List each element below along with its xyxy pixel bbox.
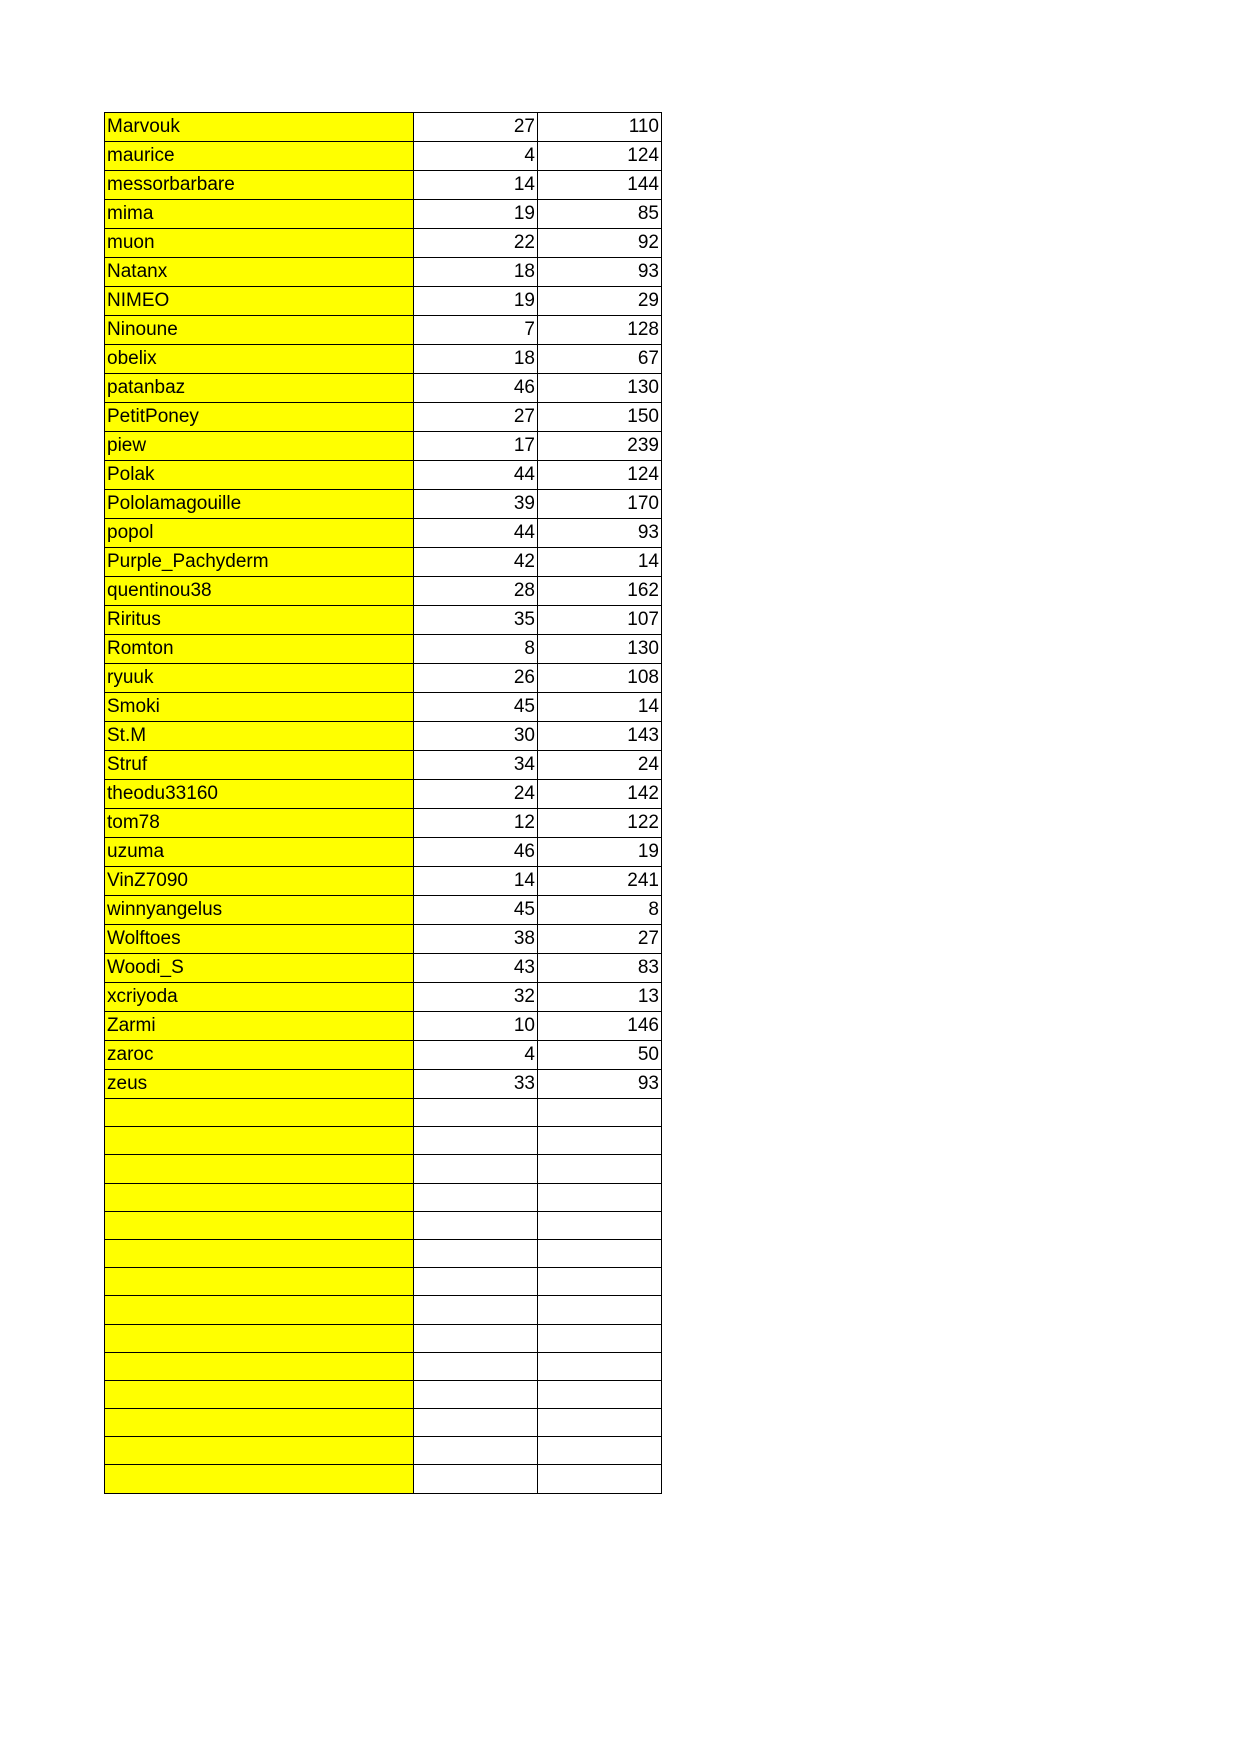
- name-cell[interactable]: uzuma: [105, 838, 414, 867]
- value-a-cell[interactable]: [414, 1211, 538, 1239]
- name-cell[interactable]: tom78: [105, 809, 414, 838]
- value-a-cell[interactable]: 27: [414, 403, 538, 432]
- value-a-cell[interactable]: 30: [414, 722, 538, 751]
- value-a-cell[interactable]: 24: [414, 780, 538, 809]
- value-a-cell[interactable]: 4: [414, 142, 538, 171]
- value-b-cell[interactable]: [538, 1211, 662, 1239]
- value-b-cell[interactable]: [538, 1183, 662, 1211]
- value-b-cell[interactable]: 108: [538, 664, 662, 693]
- value-a-cell[interactable]: 26: [414, 664, 538, 693]
- value-a-cell[interactable]: 42: [414, 548, 538, 577]
- name-cell[interactable]: zeus: [105, 1070, 414, 1099]
- table-row: [105, 142, 662, 171]
- name-cell[interactable]: Wolftoes: [105, 925, 414, 954]
- table-row: [105, 606, 662, 635]
- value-b-cell[interactable]: [538, 1437, 662, 1465]
- name-cell[interactable]: Romton: [105, 635, 414, 664]
- table-row: [105, 113, 662, 142]
- table-row: [105, 1041, 662, 1070]
- name-cell[interactable]: popol: [105, 519, 414, 548]
- value-a-cell[interactable]: [414, 1324, 538, 1352]
- value-a-cell[interactable]: 44: [414, 519, 538, 548]
- name-cell[interactable]: [105, 1211, 414, 1239]
- table-row: [105, 1183, 662, 1211]
- name-cell[interactable]: Marvouk: [105, 113, 414, 142]
- name-cell[interactable]: Smoki: [105, 693, 414, 722]
- value-a-cell[interactable]: [414, 1409, 538, 1437]
- value-a-cell[interactable]: 35: [414, 606, 538, 635]
- value-a-cell[interactable]: [414, 1465, 538, 1493]
- name-cell[interactable]: [105, 1352, 414, 1380]
- value-a-cell[interactable]: 32: [414, 983, 538, 1012]
- value-a-cell[interactable]: 17: [414, 432, 538, 461]
- value-a-cell[interactable]: 19: [414, 287, 538, 316]
- name-cell[interactable]: [105, 1099, 414, 1127]
- value-b-cell[interactable]: 146: [538, 1012, 662, 1041]
- table-row: [105, 258, 662, 287]
- table-row: [105, 867, 662, 896]
- table-row: [105, 896, 662, 925]
- value-b-cell[interactable]: 122: [538, 809, 662, 838]
- table-row: [105, 1465, 662, 1493]
- value-b-cell[interactable]: 8: [538, 896, 662, 925]
- name-cell[interactable]: ryuuk: [105, 664, 414, 693]
- table-row: [105, 838, 662, 867]
- table-row: [105, 722, 662, 751]
- table-row: [105, 345, 662, 374]
- value-a-cell[interactable]: [414, 1437, 538, 1465]
- table-row: [105, 1324, 662, 1352]
- name-cell[interactable]: Pololamagouille: [105, 490, 414, 519]
- table-row: [105, 780, 662, 809]
- value-b-cell[interactable]: 93: [538, 258, 662, 287]
- value-b-cell[interactable]: 50: [538, 1041, 662, 1070]
- value-a-cell[interactable]: [414, 1296, 538, 1324]
- name-cell[interactable]: mima: [105, 200, 414, 229]
- value-b-cell[interactable]: 107: [538, 606, 662, 635]
- value-a-cell[interactable]: 18: [414, 345, 538, 374]
- value-b-cell[interactable]: 124: [538, 142, 662, 171]
- name-cell[interactable]: piew: [105, 432, 414, 461]
- value-b-cell[interactable]: 92: [538, 229, 662, 258]
- value-b-cell[interactable]: 93: [538, 519, 662, 548]
- table-row: [105, 374, 662, 403]
- value-b-cell[interactable]: [538, 1409, 662, 1437]
- value-a-cell[interactable]: 12: [414, 809, 538, 838]
- value-a-cell[interactable]: [414, 1183, 538, 1211]
- value-b-cell[interactable]: 128: [538, 316, 662, 345]
- value-a-cell[interactable]: 44: [414, 461, 538, 490]
- name-cell[interactable]: PetitPoney: [105, 403, 414, 432]
- table-row: [105, 925, 662, 954]
- value-b-cell[interactable]: [538, 1380, 662, 1408]
- table-row: [105, 1211, 662, 1239]
- value-a-cell[interactable]: 10: [414, 1012, 538, 1041]
- table-row: [105, 751, 662, 780]
- value-b-cell[interactable]: 162: [538, 577, 662, 606]
- value-a-cell[interactable]: 45: [414, 896, 538, 925]
- value-b-cell[interactable]: 130: [538, 635, 662, 664]
- name-cell[interactable]: Woodi_S: [105, 954, 414, 983]
- table-row: [105, 1155, 662, 1183]
- name-cell[interactable]: theodu33160: [105, 780, 414, 809]
- value-a-cell[interactable]: 38: [414, 925, 538, 954]
- value-b-cell[interactable]: [538, 1465, 662, 1493]
- name-cell[interactable]: [105, 1409, 414, 1437]
- table-row: [105, 1012, 662, 1041]
- name-cell[interactable]: [105, 1155, 414, 1183]
- table-row: [105, 1127, 662, 1155]
- spreadsheet-table: [104, 112, 662, 1494]
- name-cell[interactable]: Purple_Pachyderm: [105, 548, 414, 577]
- value-b-cell[interactable]: 14: [538, 548, 662, 577]
- table-row: [105, 171, 662, 200]
- value-b-cell[interactable]: 29: [538, 287, 662, 316]
- table-row: [105, 664, 662, 693]
- value-b-cell[interactable]: 124: [538, 461, 662, 490]
- value-a-cell[interactable]: [414, 1268, 538, 1296]
- table-row: [105, 287, 662, 316]
- value-b-cell[interactable]: 67: [538, 345, 662, 374]
- table-row: [105, 519, 662, 548]
- name-cell[interactable]: [105, 1437, 414, 1465]
- table-row: [105, 316, 662, 345]
- name-cell[interactable]: messorbarbare: [105, 171, 414, 200]
- name-cell[interactable]: winnyangelus: [105, 896, 414, 925]
- table-row: [105, 983, 662, 1012]
- value-b-cell[interactable]: [538, 1155, 662, 1183]
- value-a-cell[interactable]: 34: [414, 751, 538, 780]
- name-cell[interactable]: [105, 1239, 414, 1267]
- value-b-cell[interactable]: [538, 1268, 662, 1296]
- table-row: [105, 432, 662, 461]
- value-a-cell[interactable]: [414, 1155, 538, 1183]
- table-row: [105, 1380, 662, 1408]
- value-a-cell[interactable]: 27: [414, 113, 538, 142]
- name-cell[interactable]: Zarmi: [105, 1012, 414, 1041]
- value-b-cell[interactable]: [538, 1127, 662, 1155]
- value-a-cell[interactable]: 22: [414, 229, 538, 258]
- value-b-cell[interactable]: 144: [538, 171, 662, 200]
- value-b-cell[interactable]: 130: [538, 374, 662, 403]
- name-cell[interactable]: NIMEO: [105, 287, 414, 316]
- value-a-cell[interactable]: 19: [414, 200, 538, 229]
- value-a-cell[interactable]: 28: [414, 577, 538, 606]
- value-a-cell[interactable]: [414, 1352, 538, 1380]
- value-b-cell[interactable]: 24: [538, 751, 662, 780]
- value-a-cell[interactable]: 46: [414, 374, 538, 403]
- value-a-cell[interactable]: 46: [414, 838, 538, 867]
- value-b-cell[interactable]: [538, 1099, 662, 1127]
- value-b-cell[interactable]: 150: [538, 403, 662, 432]
- value-a-cell[interactable]: 7: [414, 316, 538, 345]
- table-row: [105, 548, 662, 577]
- name-cell[interactable]: quentinou38: [105, 577, 414, 606]
- name-cell[interactable]: [105, 1127, 414, 1155]
- table-row: [105, 635, 662, 664]
- value-b-cell[interactable]: [538, 1239, 662, 1267]
- value-b-cell[interactable]: 110: [538, 113, 662, 142]
- name-cell[interactable]: [105, 1324, 414, 1352]
- table-row: [105, 200, 662, 229]
- value-a-cell[interactable]: 43: [414, 954, 538, 983]
- value-b-cell[interactable]: 85: [538, 200, 662, 229]
- name-cell[interactable]: maurice: [105, 142, 414, 171]
- value-b-cell[interactable]: 241: [538, 867, 662, 896]
- table-row: [105, 403, 662, 432]
- value-a-cell[interactable]: [414, 1099, 538, 1127]
- table-row: [105, 1070, 662, 1099]
- table-body: [105, 113, 662, 1494]
- value-b-cell[interactable]: [538, 1296, 662, 1324]
- name-cell[interactable]: Natanx: [105, 258, 414, 287]
- value-b-cell[interactable]: 239: [538, 432, 662, 461]
- value-a-cell[interactable]: 45: [414, 693, 538, 722]
- table-row: [105, 1296, 662, 1324]
- value-b-cell[interactable]: 19: [538, 838, 662, 867]
- value-b-cell[interactable]: 83: [538, 954, 662, 983]
- value-b-cell[interactable]: 93: [538, 1070, 662, 1099]
- table-row: [105, 1437, 662, 1465]
- table-row: [105, 1239, 662, 1267]
- name-cell[interactable]: Struf: [105, 751, 414, 780]
- name-cell[interactable]: patanbaz: [105, 374, 414, 403]
- value-a-cell[interactable]: [414, 1127, 538, 1155]
- table-row: [105, 229, 662, 258]
- value-a-cell[interactable]: [414, 1380, 538, 1408]
- table-row: [105, 1409, 662, 1437]
- value-a-cell[interactable]: 33: [414, 1070, 538, 1099]
- name-cell[interactable]: xcriyoda: [105, 983, 414, 1012]
- table-row: [105, 954, 662, 983]
- value-b-cell[interactable]: [538, 1324, 662, 1352]
- value-b-cell[interactable]: 14: [538, 693, 662, 722]
- name-cell[interactable]: Polak: [105, 461, 414, 490]
- table-row: [105, 1268, 662, 1296]
- name-cell[interactable]: muon: [105, 229, 414, 258]
- name-cell[interactable]: St.M: [105, 722, 414, 751]
- name-cell[interactable]: [105, 1380, 414, 1408]
- value-a-cell[interactable]: 14: [414, 171, 538, 200]
- value-b-cell[interactable]: 27: [538, 925, 662, 954]
- table-row: [105, 693, 662, 722]
- table-row: [105, 1352, 662, 1380]
- table-row: [105, 1099, 662, 1127]
- table-row: [105, 809, 662, 838]
- value-a-cell[interactable]: [414, 1239, 538, 1267]
- name-cell[interactable]: Ninoune: [105, 316, 414, 345]
- value-a-cell[interactable]: 14: [414, 867, 538, 896]
- name-cell[interactable]: zaroc: [105, 1041, 414, 1070]
- name-cell[interactable]: obelix: [105, 345, 414, 374]
- value-b-cell[interactable]: 13: [538, 983, 662, 1012]
- value-a-cell[interactable]: 4: [414, 1041, 538, 1070]
- value-b-cell[interactable]: 143: [538, 722, 662, 751]
- value-a-cell[interactable]: 39: [414, 490, 538, 519]
- table-row: [105, 577, 662, 606]
- table-row: [105, 461, 662, 490]
- name-cell[interactable]: [105, 1183, 414, 1211]
- value-b-cell[interactable]: 170: [538, 490, 662, 519]
- name-cell[interactable]: [105, 1296, 414, 1324]
- name-cell[interactable]: Riritus: [105, 606, 414, 635]
- value-b-cell[interactable]: [538, 1352, 662, 1380]
- value-a-cell[interactable]: 8: [414, 635, 538, 664]
- table-row: [105, 490, 662, 519]
- value-b-cell[interactable]: 142: [538, 780, 662, 809]
- name-cell[interactable]: [105, 1268, 414, 1296]
- name-cell[interactable]: VinZ7090: [105, 867, 414, 896]
- name-cell[interactable]: [105, 1465, 414, 1493]
- value-a-cell[interactable]: 18: [414, 258, 538, 287]
